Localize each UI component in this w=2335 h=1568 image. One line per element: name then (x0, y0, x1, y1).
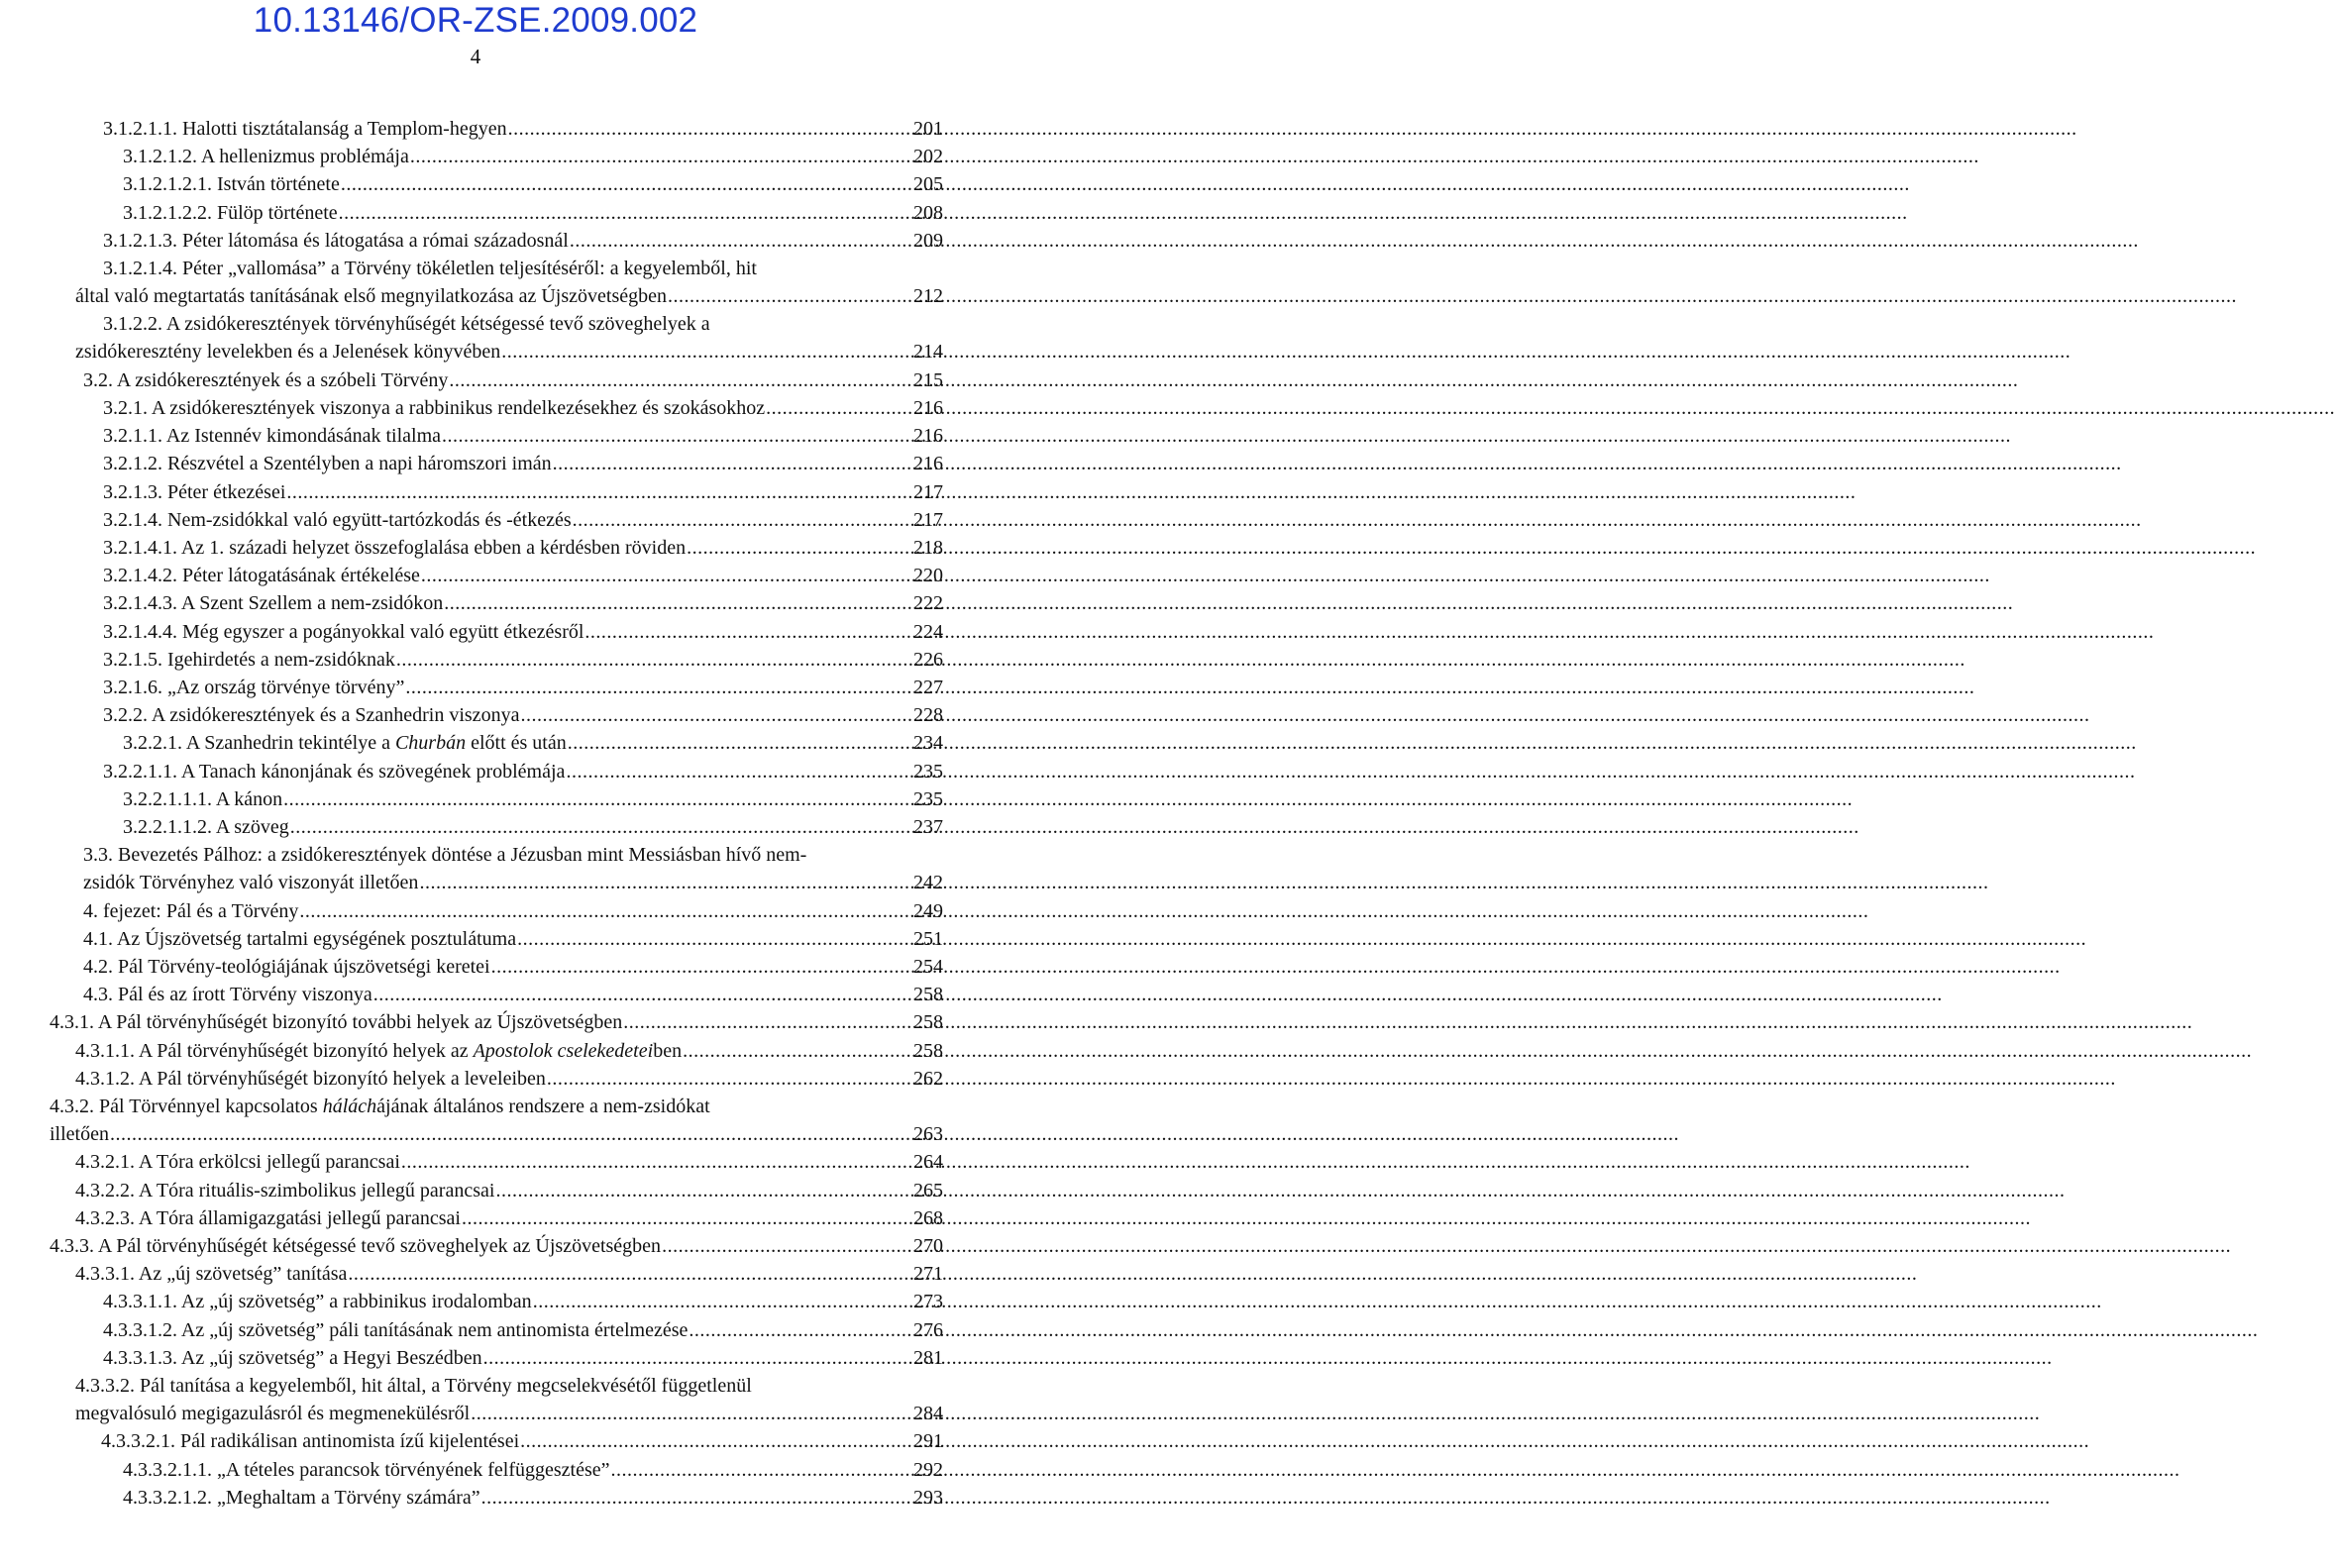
toc-page-number[interactable]: 271 (913, 1263, 943, 1286)
toc-entry[interactable] (123, 729, 943, 757)
toc-entry-line (83, 366, 943, 394)
toc-entry-title: 3.3. Bevezetés Pálhoz: a zsidókeresztények döntése a Jézusban mint Messiásban hívő nem- (83, 844, 807, 867)
toc-entry-title: 3.2.1. A zsidókeresztények viszonya a rabbinikus rendelkezésekhez és szokásokhoz (103, 397, 766, 419)
toc-page-number[interactable]: 216 (913, 397, 943, 419)
dot-leader (520, 1427, 912, 1455)
dot-leader (283, 785, 912, 813)
dot-leader (533, 1288, 912, 1315)
toc-page-number[interactable]: 217 (913, 480, 943, 503)
toc-entry-line (103, 1344, 943, 1372)
toc-entry[interactable] (75, 1037, 943, 1065)
dot-leader (766, 394, 912, 422)
toc-entry-text (83, 981, 372, 1008)
toc-entry[interactable] (83, 897, 943, 925)
toc-entry-line (103, 227, 943, 255)
toc-entry-title: 4.3.1. A Pál törvényhűségét bizonyító további helyek az Újszövetségben (50, 1011, 623, 1034)
dot-leader (290, 813, 912, 841)
toc-entry-text: zsidók Törvényhez való viszonyát illetően (83, 872, 419, 894)
toc-entry-title: 3.2.1.4.2. Péter látogatásának értékelése (103, 565, 420, 587)
dot-leader (419, 869, 912, 896)
toc-entry[interactable] (103, 450, 943, 477)
toc-entry-title: 3.1.2.1.1. Halotti tisztátalanság a Templom-hegyen (103, 118, 507, 140)
toc-entry-line (50, 1232, 943, 1260)
toc-page-number[interactable]: 251 (913, 927, 943, 950)
toc-page-number[interactable]: 262 (913, 1067, 943, 1090)
dot-leader (410, 143, 912, 170)
toc-page-number[interactable]: 291 (913, 1430, 943, 1453)
toc-entry-title: 4.3.2.3. A Tóra államigazgatási jellegű parancsai (75, 1206, 461, 1229)
dot-leader (689, 1316, 912, 1344)
toc-entry-line (123, 729, 943, 757)
toc-entry-title: 4.3.3.1.1. Az „új szövetség” a rabbinikus irodalomban (103, 1291, 532, 1313)
toc-entry-text (83, 953, 490, 981)
dot-leader (517, 925, 912, 953)
toc-entry[interactable] (83, 925, 943, 953)
toc-entry-text (103, 422, 441, 450)
toc-entry[interactable] (123, 199, 943, 227)
toc-entry-title: 3.2.1.1. Az Istennév kimondásának tilalma (103, 425, 442, 448)
toc-page-number[interactable]: 235 (913, 787, 943, 810)
toc-entry-title: 3.2.1.4.4. Még egyszer a pogányokkal való együtt étkezésről (103, 620, 584, 643)
toc-entry[interactable] (103, 478, 943, 506)
toc-entry[interactable] (101, 1427, 943, 1455)
toc-entry-text (75, 1260, 347, 1288)
dot-leader (683, 1037, 912, 1065)
toc-entry-text (123, 1456, 609, 1484)
dot-leader (421, 562, 912, 589)
dot-leader (373, 981, 912, 1008)
toc-entry-line (83, 925, 943, 953)
toc-entry-line (75, 1204, 943, 1232)
toc-entry[interactable] (103, 674, 943, 701)
toc-entry-line (123, 143, 943, 170)
toc-entry-line (103, 394, 943, 422)
toc-page-number[interactable]: 217 (913, 508, 943, 531)
toc-entry-title: 4.3.3. A Pál törvényhűségét kétségessé tevő szöveghelyek az Újszövetségben (50, 1235, 662, 1257)
toc-entry-text: zsidókeresztény levelekben és a Jelenések könyvében (75, 341, 501, 364)
dot-leader (553, 450, 912, 477)
dot-leader (483, 1344, 912, 1372)
toc-entry[interactable] (83, 953, 943, 981)
toc-page-number[interactable]: 293 (913, 1486, 943, 1509)
dot-leader (110, 1120, 912, 1148)
toc-entry-text (103, 618, 584, 646)
dot-leader (668, 282, 912, 310)
toc-entry-title: 4.3.1.1. A Pál törvényhűségét bizonyító helyek az (75, 1039, 474, 1062)
toc-page-number[interactable]: 273 (913, 1291, 943, 1313)
toc-entry-line (103, 562, 943, 589)
toc-entry-text (103, 506, 572, 534)
toc-entry-continuation (75, 1400, 943, 1427)
toc-page-number[interactable]: 222 (913, 592, 943, 615)
toc-entry[interactable] (75, 1065, 943, 1093)
toc-entry-text (103, 227, 569, 255)
toc-page-number[interactable]: 201 (913, 118, 943, 140)
toc-entry-continuation (75, 338, 943, 366)
toc-entry-title: 3.1.2.1.4. Péter „vallomása” a Törvény tökéletlen teljesítéséről: a kegyelemből, hit (103, 258, 757, 279)
toc-entry-text (103, 646, 395, 674)
toc-entry-text (83, 897, 298, 925)
dot-leader (687, 534, 912, 562)
toc-entry-continuation (83, 869, 943, 896)
toc-page-number[interactable]: 228 (913, 704, 943, 727)
toc-entry-text (103, 589, 443, 617)
toc-page-number[interactable]: 268 (913, 1206, 943, 1229)
toc-entry-line (103, 758, 943, 785)
toc-entry-text (75, 1204, 461, 1232)
toc-entry-title-suffix: ájának általános rendszere a nem-zsidókat (376, 1096, 710, 1117)
toc-entry[interactable] (103, 589, 943, 617)
toc-entry-text (103, 1316, 688, 1344)
toc-entry-line (123, 785, 943, 813)
dot-leader (471, 1400, 912, 1427)
toc-entry[interactable] (83, 841, 943, 896)
toc-entry[interactable] (103, 618, 943, 646)
toc-entry[interactable] (50, 1093, 943, 1148)
toc-page-number[interactable]: 214 (913, 341, 943, 364)
toc-entry-title: 3.2. A zsidókeresztények és a szóbeli Törvény (83, 368, 449, 391)
toc-page-number[interactable]: 265 (913, 1179, 943, 1202)
doi-header[interactable]: 10.13146/OR-ZSE.2009.002 (253, 1, 698, 40)
toc-page-number[interactable]: 264 (913, 1151, 943, 1174)
toc-entry-text (103, 1344, 482, 1372)
toc-entry-line (103, 506, 943, 534)
toc-entry-line (103, 589, 943, 617)
toc-page-number[interactable]: 292 (913, 1458, 943, 1481)
toc-entry-title: 4.2. Pál Törvény-teológiájának újszövetségi keretei (83, 956, 490, 978)
toc-entry-text: által való megtartatás tanításának első megnyilatkozása az Újszövetségben (75, 285, 667, 307)
toc-entry-line (103, 115, 943, 143)
toc-page-number[interactable]: 249 (913, 899, 943, 922)
toc-entry[interactable] (75, 1372, 943, 1427)
toc-entry-title: 4.3.3.2. Pál tanítása a kegyelemből, hit által, a Törvény megcselekvésétől függetlenül (75, 1375, 752, 1397)
toc-entry-text (83, 366, 448, 394)
dot-leader (610, 1456, 912, 1484)
toc-entry-text (83, 925, 516, 953)
toc-entry[interactable] (103, 562, 943, 589)
toc-page-number[interactable]: 209 (913, 229, 943, 252)
toc-entry-line (83, 897, 943, 925)
toc-entry-text (103, 674, 404, 701)
toc-page-number[interactable]: 226 (913, 648, 943, 671)
dot-leader (348, 1260, 912, 1288)
toc-entry-line (83, 981, 943, 1008)
toc-entry[interactable] (75, 310, 943, 366)
toc-entry-text (123, 1484, 480, 1512)
toc-entry-line (123, 170, 943, 198)
toc-entry-text (123, 813, 289, 841)
toc-entry-title: 4.3.2. Pál Törvénnyel kapcsolatos (50, 1096, 323, 1117)
toc-entry-line (123, 813, 943, 841)
toc-entry-text (123, 785, 282, 813)
toc-entry[interactable] (123, 813, 943, 841)
toc-entry-text (75, 1148, 400, 1176)
toc-entry-title: 4.1. Az Újszövetség tartalmi egységének posztulátuma (83, 927, 517, 950)
toc-entry-line (103, 310, 943, 338)
toc-entry-line (123, 1456, 943, 1484)
toc-page-number[interactable]: 237 (913, 816, 943, 838)
toc-page-number[interactable]: 212 (913, 285, 943, 307)
toc-entry-line (103, 701, 943, 729)
toc-entry-title: 4.3.3.1.2. Az „új szövetség” páli tanításának nem antinomista értelmezése (103, 1318, 689, 1341)
toc-entry-text (75, 1177, 494, 1204)
toc-page-number[interactable]: 242 (913, 872, 943, 894)
dot-leader (495, 1177, 912, 1204)
toc-entry[interactable] (75, 1148, 943, 1176)
toc-entry-line (50, 1008, 943, 1036)
toc-entry-title: 3.2.1.2. Részvétel a Szentélyben a napi háromszori imán (103, 453, 552, 475)
toc-page-number[interactable]: 234 (913, 732, 943, 755)
toc-entry[interactable] (75, 255, 943, 310)
toc-entry-line (101, 1427, 943, 1455)
toc-entry-line (103, 1316, 943, 1344)
toc-page-number[interactable]: 208 (913, 201, 943, 224)
toc-entry[interactable] (83, 366, 943, 394)
toc-entry-continuation (50, 1120, 943, 1148)
toc-entry[interactable] (75, 1260, 943, 1288)
toc-entry-title: 3.2.2.1. A Szanhedrin tekintélye a (123, 732, 395, 755)
toc-entry-line (103, 450, 943, 477)
toc-page-number[interactable]: 202 (913, 146, 943, 168)
toc-entry[interactable] (75, 1177, 943, 1204)
toc-entry-title: 4.3.1.2. A Pál törvényhűségét bizonyító helyek a leveleiben (75, 1067, 546, 1090)
toc-entry-title: 4. fejezet: Pál és a Törvény (83, 899, 299, 922)
toc-entry-title: 4.3. Pál és az írott Törvény viszonya (83, 984, 372, 1006)
toc-entry-line (103, 478, 943, 506)
toc-entry-line (123, 1484, 943, 1512)
dot-leader (462, 1204, 912, 1232)
toc-entry[interactable] (103, 1344, 943, 1372)
dot-leader (570, 227, 912, 255)
toc-entry-title: 3.1.2.1.2. A hellenizmus problémája (123, 146, 409, 168)
dot-leader (566, 758, 912, 785)
toc-entry-title-italic: Churbán (394, 732, 467, 755)
toc-entry-title: 3.2.2.1.1. A Tanach kánonjának és szövegének problémája (103, 760, 566, 783)
toc-entry-title: 3.1.2.2. A zsidókeresztények törvényhűségét kétségessé tevő szöveghelyek a (103, 313, 710, 336)
toc-entry-line (75, 1372, 943, 1400)
dot-leader (501, 338, 912, 366)
toc-entry-line (103, 618, 943, 646)
toc-page-number[interactable]: 276 (913, 1318, 943, 1341)
toc-entry-title-italic: hálách (322, 1096, 377, 1117)
toc-entry[interactable] (50, 1008, 943, 1036)
toc-page-number[interactable]: 235 (913, 760, 943, 783)
toc-entry-line (75, 1037, 943, 1065)
toc-page-number[interactable]: 216 (913, 425, 943, 448)
toc-page-number[interactable]: 263 (913, 1123, 943, 1145)
toc-entry-title: 3.2.2.1.1.1. A kánon (123, 787, 283, 810)
toc-entry-text (103, 115, 507, 143)
toc-entry-text (123, 729, 567, 757)
toc-entry-title: 3.1.2.1.3. Péter látomása és látogatása a római századosnál (103, 229, 569, 252)
toc-entry[interactable] (123, 143, 943, 170)
toc-entry-title: 3.2.1.3. Péter étkezései (103, 480, 286, 503)
toc-entry-text (123, 199, 338, 227)
toc-page-number[interactable]: 254 (913, 956, 943, 978)
toc-entry[interactable] (103, 422, 943, 450)
toc-entry-line (103, 1288, 943, 1315)
dot-leader (547, 1065, 912, 1093)
toc-page-number[interactable]: 270 (913, 1235, 943, 1257)
toc-entry[interactable] (123, 1484, 943, 1512)
toc-entry-text (123, 143, 409, 170)
toc-entry[interactable] (103, 1288, 943, 1315)
toc-entry-title: 4.3.2.2. A Tóra rituális-szimbolikus jellegű parancsai (75, 1179, 495, 1202)
toc-entry-line (103, 422, 943, 450)
toc-entry-text (101, 1427, 519, 1455)
toc-entry-title: 3.2.1.6. „Az ország törvénye törvény” (103, 677, 405, 698)
toc-entry-title-suffix: előtt és után (466, 732, 567, 755)
toc-page-number[interactable]: 258 (913, 984, 943, 1006)
toc-entry-title: 3.2.1.4. Nem-zsidókkal való együtt-tartózkodás és -étkezés (103, 508, 572, 531)
toc-entry[interactable] (123, 785, 943, 813)
toc-entry-line (103, 674, 943, 701)
toc-entry[interactable] (50, 1232, 943, 1260)
toc-entry-text (75, 1065, 546, 1093)
toc-entry-title: 4.3.3.1. Az „új szövetség” tanítása (75, 1263, 348, 1286)
dot-leader (520, 701, 912, 729)
toc-entry-line (83, 841, 943, 869)
toc-entry-line (103, 646, 943, 674)
toc-page-number[interactable]: 216 (913, 453, 943, 475)
toc-entry-line (103, 255, 943, 282)
toc-entry-text (50, 1232, 661, 1260)
dot-leader (573, 506, 912, 534)
toc-page-number[interactable]: 258 (913, 1011, 943, 1034)
dot-leader (299, 897, 912, 925)
toc-entry-line (50, 1093, 943, 1120)
toc-entry[interactable] (103, 506, 943, 534)
toc-entry-title: 3.2.1.5. Igehirdetés a nem-zsidóknak (103, 648, 395, 671)
toc-page-number[interactable]: 227 (913, 677, 943, 698)
toc-entry-title: 3.2.1.4.3. A Szent Szellem a nem-zsidókon (103, 592, 444, 615)
toc-entry-line (83, 953, 943, 981)
toc-page-number[interactable]: 281 (913, 1346, 943, 1369)
toc-entry-text (50, 1008, 622, 1036)
toc-entry-title-italic: Apostolok cselekedetei (473, 1039, 654, 1062)
toc-entry-title: 3.2.2. A zsidókeresztények és a Szanhedrin viszonya (103, 704, 520, 727)
toc-page-number[interactable]: 205 (913, 173, 943, 196)
toc-entry-text (103, 478, 285, 506)
dot-leader (662, 1232, 912, 1260)
toc-entry-title: 4.3.3.2.1.1. „A tételes parancsok törvényének felfüggesztése” (123, 1458, 610, 1481)
toc-entry-text (103, 562, 420, 589)
toc-entry-title: 4.3.2.1. A Tóra erkölcsi jellegű parancsai (75, 1151, 400, 1174)
toc-entry-title: 3.1.2.1.2.2. Fülöp története (123, 201, 338, 224)
dot-leader (339, 199, 912, 227)
toc-entry-text (123, 170, 340, 198)
toc-entry-line (75, 1148, 943, 1176)
toc-entry[interactable] (83, 981, 943, 1008)
toc-entry-title: 4.3.3.2.1. Pál radikálisan antinomista ízű kijelentései (101, 1430, 520, 1453)
toc-entry[interactable] (103, 1316, 943, 1344)
dot-leader (449, 366, 912, 394)
toc-entry[interactable] (103, 646, 943, 674)
dot-leader (341, 170, 912, 198)
dot-leader (508, 115, 912, 143)
toc-entry-text (103, 758, 565, 785)
toc-entry-text (103, 1288, 532, 1315)
toc-page-number[interactable]: 224 (913, 620, 943, 643)
toc-entry-title: 4.3.3.1.3. Az „új szövetség” a Hegyi Beszédben (103, 1346, 482, 1369)
toc-page-number[interactable]: 284 (913, 1403, 943, 1424)
dot-leader (568, 729, 912, 757)
toc-entry-title: 3.1.2.1.2.1. István története (123, 173, 340, 196)
toc-entry-title: 4.3.3.2.1.2. „Meghaltam a Törvény számára” (123, 1486, 480, 1509)
toc-entry-continuation (75, 282, 943, 310)
toc-entry-text: illetően (50, 1123, 109, 1145)
dot-leader (405, 674, 912, 701)
toc-entry-text (75, 1037, 682, 1065)
toc-page-number[interactable]: 218 (913, 537, 943, 559)
toc-entry-line (75, 1065, 943, 1093)
toc-entry-text (103, 450, 552, 477)
toc-page-number[interactable]: 220 (913, 565, 943, 587)
page-number: 4 (470, 45, 481, 68)
toc-entry-line (75, 1177, 943, 1204)
toc-entry-text (103, 701, 519, 729)
toc-entry[interactable] (103, 394, 943, 422)
dot-leader (481, 1484, 912, 1512)
dot-leader (396, 646, 912, 674)
toc-entry[interactable] (103, 115, 943, 143)
toc-entry-line (103, 534, 943, 562)
dot-leader (401, 1148, 912, 1176)
dot-leader (584, 618, 912, 646)
dot-leader (491, 953, 912, 981)
dot-leader (442, 422, 912, 450)
toc-entry-line (75, 1260, 943, 1288)
toc-entry[interactable] (103, 227, 943, 255)
toc-entry-line (123, 199, 943, 227)
toc-entry[interactable] (103, 534, 943, 562)
toc-entry-title: 3.2.1.4.1. Az 1. századi helyzet összefoglalása ebben a kérdésben röviden (103, 537, 687, 559)
toc-entry-title: 3.2.2.1.1.2. A szöveg (123, 816, 289, 838)
toc-entry[interactable] (103, 701, 943, 729)
toc-entry[interactable] (123, 1456, 943, 1484)
toc-entry[interactable] (103, 758, 943, 785)
toc-entry-text: megvalósuló megigazulásról és megmenekülésről (75, 1403, 471, 1424)
toc-page-number[interactable]: 258 (913, 1039, 943, 1062)
toc-entry[interactable] (123, 170, 943, 198)
toc-page-number[interactable]: 215 (913, 368, 943, 391)
toc-entry-text (103, 534, 686, 562)
dot-leader (623, 1008, 912, 1036)
toc-entry[interactable] (75, 1204, 943, 1232)
dot-leader (286, 478, 912, 506)
toc-entry-title-suffix: ben (653, 1039, 683, 1062)
dot-leader (444, 589, 912, 617)
toc-entry-text (103, 394, 765, 422)
